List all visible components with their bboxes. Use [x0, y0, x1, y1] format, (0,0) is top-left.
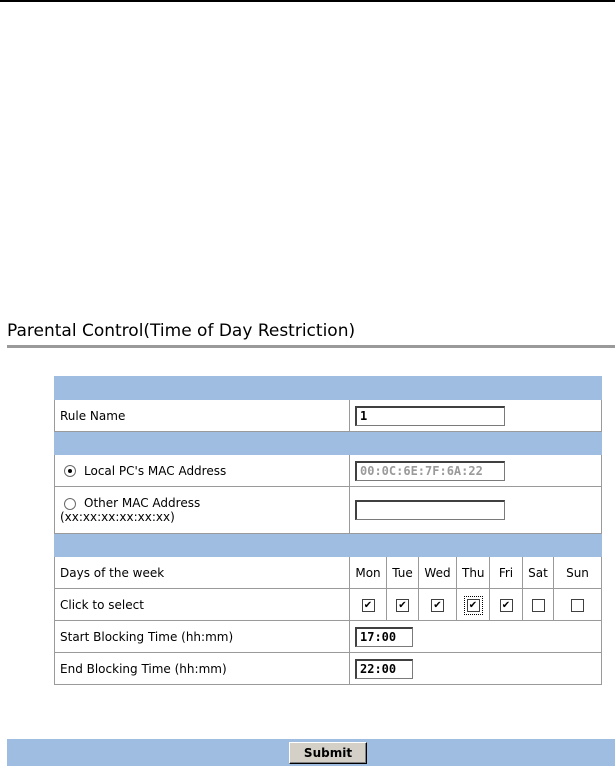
rule-name-row — [55, 400, 602, 432]
day-checkbox-mon[interactable] — [362, 599, 375, 612]
title-divider — [7, 345, 615, 348]
parental-control-form — [54, 376, 602, 685]
other-mac-row — [55, 487, 602, 534]
day-checkbox-tue[interactable] — [396, 599, 409, 612]
section-band — [55, 432, 602, 455]
end-time-label: End Blocking Time (hh:mm) — [55, 653, 350, 685]
day-checkbox-sun[interactable] — [571, 599, 584, 612]
day-label: Tue — [387, 557, 419, 589]
local-mac-radio[interactable] — [64, 465, 76, 477]
end-time-row — [55, 653, 602, 685]
other-mac-radio[interactable] — [64, 498, 76, 510]
page-title: Parental Control(Time of Day Restriction) — [7, 321, 356, 341]
day-label: Fri — [490, 557, 523, 589]
day-checkbox-thu[interactable] — [467, 599, 480, 612]
click-to-select-label: Click to select — [55, 589, 350, 621]
local-mac-input: 00:0C:6E:7F:6A:22 — [355, 461, 505, 481]
end-time-input[interactable]: 22:00 — [355, 659, 413, 679]
day-label: Wed — [419, 557, 457, 589]
days-checkbox-row — [55, 589, 602, 621]
section-band — [55, 377, 602, 400]
start-time-label: Start Blocking Time (hh:mm) — [55, 621, 350, 653]
other-mac-label: Other MAC Address — [84, 496, 201, 510]
local-mac-label: Local PC's MAC Address — [84, 463, 227, 478]
day-checkbox-wed[interactable] — [431, 599, 444, 612]
day-label: Thu — [457, 557, 490, 589]
days-header-row — [55, 557, 602, 589]
submit-button[interactable]: Submit — [289, 742, 367, 764]
start-time-input[interactable]: 17:00 — [355, 627, 413, 647]
rule-name-label: Rule Name — [55, 400, 350, 432]
day-label: Mon — [350, 557, 387, 589]
other-mac-input[interactable] — [355, 500, 505, 520]
top-divider — [0, 0, 615, 2]
rule-name-input[interactable]: 1 — [355, 406, 505, 426]
section-band — [55, 534, 602, 557]
day-label: Sat — [523, 557, 554, 589]
other-mac-hint: (xx:xx:xx:xx:xx:xx) — [60, 510, 175, 524]
day-checkbox-fri[interactable] — [500, 599, 513, 612]
days-label: Days of the week — [55, 557, 350, 589]
day-checkbox-sat[interactable] — [532, 599, 545, 612]
start-time-row — [55, 621, 602, 653]
local-mac-row — [55, 455, 602, 487]
day-label: Sun — [554, 557, 602, 589]
